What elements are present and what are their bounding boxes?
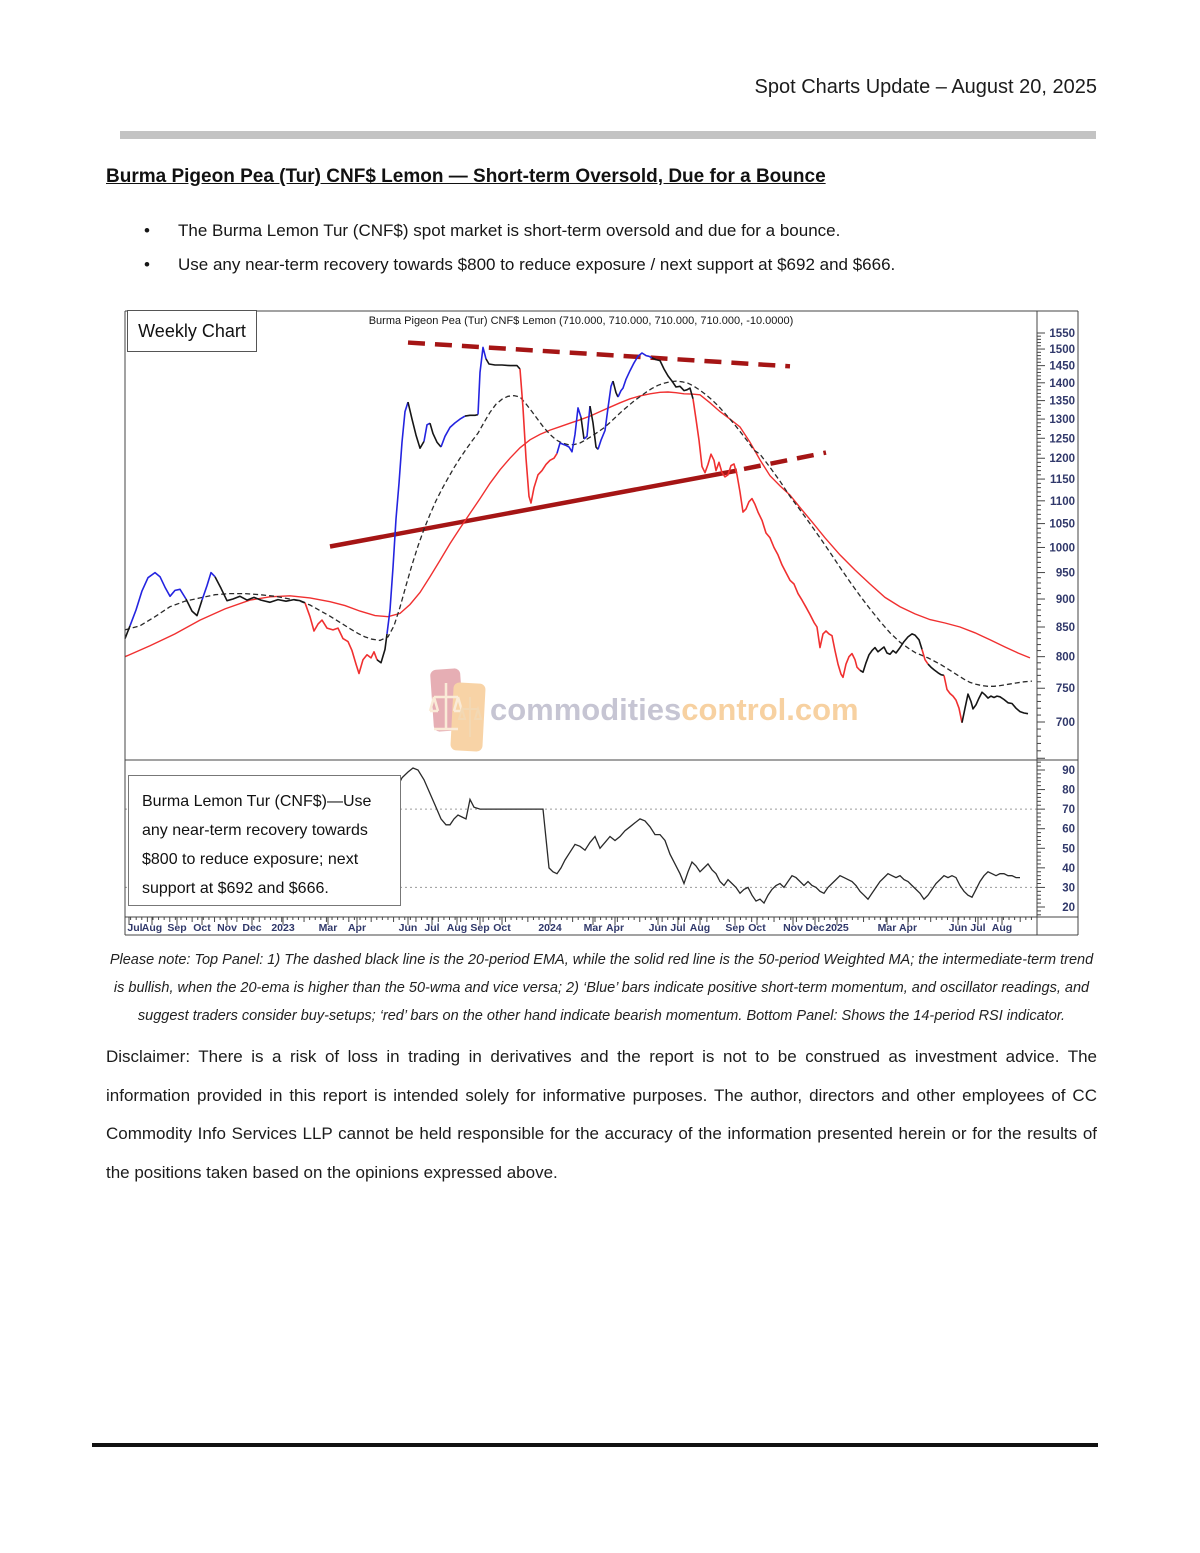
x-month-label: Sep [167,922,187,934]
x-month-label: Nov [217,922,237,934]
x-month-label: Jun [948,922,968,934]
weekly-chart-label: Weekly Chart [138,320,246,341]
price-segment-black [486,359,520,369]
price-tick-label: 1300 [1049,414,1075,427]
price-segment-blue [441,416,465,447]
price-segment-black [125,626,130,639]
x-month-label: Aug [141,922,163,934]
x-month-label: Sep [470,922,490,934]
price-segment-blue [478,347,486,414]
bullet-item: • The Burma Lemon Tur (CNF$) spot market is short-term oversold and due for a bounce. [140,214,1100,248]
price-segment-black [613,381,618,397]
price-segment-black [962,692,1028,723]
price-tick-label: 700 [1055,717,1075,729]
price-tick-label: 1550 [1049,328,1075,340]
price-tick-label: 1150 [1050,474,1075,487]
price-tick-label: 1500 [1049,344,1075,357]
bullet-item: • Use any near-term recovery towards $800 to reduce exposure / next support at $692 and $666. [140,248,1100,282]
x-month-label: Oct [193,922,211,934]
price-segment-blue [424,423,430,441]
x-month-label: Sep [725,922,745,934]
chart-annotation-box [128,775,401,906]
rsi-tick-label: 80 [1062,784,1075,797]
price-tick-label: 1200 [1049,453,1075,466]
price-segment-black [465,415,478,417]
weekly-chart-label-box [127,310,257,352]
rsi-tick-label: 90 [1062,765,1075,777]
x-month-label: Dec [805,922,825,934]
price-segment-blue [618,353,652,397]
report-header-title: Spot Charts Update – August 20, 2025 [754,76,1097,98]
price-tick-label: 850 [1055,621,1075,634]
price-tick-label: 750 [1055,683,1075,696]
chart-annotation-text: Burma Lemon Tur (CNF$)—Use any near-term recovery towards $800 to reduce exposure; next support at $692 and $666. [142,793,372,897]
trendline-support-solid [330,471,737,547]
price-segment-red [922,649,928,664]
x-month-label: 2023 [271,922,295,934]
rsi-tick-label: 40 [1062,862,1075,875]
x-month-label: Dec [242,922,262,934]
x-month-label: Jul [127,922,143,934]
watermark-text-commodities: commodities [490,692,682,727]
x-month-label: Nov [783,922,803,934]
x-month-label: Jul [424,922,440,934]
trendline-support-extension-dashed [744,453,826,469]
x-month-label: Aug [446,922,468,934]
price-segment-black [186,599,202,616]
price-segment-blue [130,573,186,626]
section-heading: Burma Pigeon Pea (Tur) CNF$ Lemon — Short-term Oversold, Due for a Bounce [106,166,826,187]
x-month-label: Apr [347,922,367,934]
rsi-tick-label: 60 [1062,823,1075,836]
x-month-label: Jun [398,922,418,934]
x-month-label: Aug [689,922,711,934]
x-month-label: Jul [670,922,686,934]
rsi-tick-label: 20 [1062,901,1075,914]
chart-footnote: Please note: Top Panel: 1) The dashed black line is the 20-period EMA, while the solid red line is the 50-period Weighted MA; the intermediate-term trend is bullish, when the 20-ema is higher than the 50-wma and vice versa; 2) ‘Blue’ bars indicate positive short-term momentum, and oscillator readings, and suggest traders consider buy-setups; ‘red’ bars on the other hand indicate bearish momentum. Bottom Panel: Shows the 14-period RSI indicator. [109,952,1094,1024]
price-segment-blue [387,402,408,634]
x-month-label: 2024 [538,922,562,934]
x-month-label: Jul [970,922,986,934]
x-month-label: Mar [583,922,603,934]
price-tick-label: 1350 [1049,395,1075,408]
price-segment-black [430,423,441,447]
x-month-label: 2025 [825,922,849,934]
price-tick-label: 800 [1055,651,1075,664]
price-segment-red [693,399,860,678]
footer-rule [92,1443,1098,1447]
price-segment-black [215,577,305,603]
price-tick-label: 900 [1055,594,1075,607]
rsi-line [396,768,1020,903]
bullet-list [140,214,1100,282]
ema20-dashed-line [125,381,1032,686]
price-segment-black [377,634,387,663]
price-tick-label: 950 [1055,567,1075,580]
rsi-tick-label: 70 [1062,804,1075,817]
x-month-label: Oct [493,922,511,934]
header-divider-bar [120,131,1096,139]
disclaimer-text: Disclaimer: There is a risk of loss in trading in derivatives and the report is not to be construed as investment advice. The information provided in this report is intended solely for informative purposes. The author, directors and other employees of CC Commodity Info Services LLP cannot be held responsible for the accuracy of the information presented herein or for the results of the positions taken based on the opinions expressed above. [106,1047,1097,1182]
price-tick-label: 1400 [1049,377,1075,390]
x-month-label: Apr [898,922,918,934]
wma50-line [125,392,1030,658]
price-tick-label: 1450 [1049,360,1075,373]
x-month-label: Aug [991,922,1013,934]
trendline-resistance-dashed [408,343,790,367]
rsi-tick-label: 30 [1062,882,1075,895]
commoditiescontrol-logo-icon [426,667,488,753]
price-tick-label: 1100 [1050,495,1075,508]
price-tick-label: 1050 [1049,518,1075,531]
rsi-tick-label: 50 [1062,843,1075,856]
price-tick-label: 1000 [1049,542,1075,555]
x-month-label: Oct [748,922,766,934]
price-segment-blue [557,408,581,454]
balance-scale-icon [426,667,488,753]
x-month-label: Jun [648,922,668,934]
price-segment-blue [598,381,613,449]
x-month-label: Apr [605,922,625,934]
watermark [426,664,859,756]
price-segment-black [860,634,922,672]
price-segment-black [408,402,424,448]
chart-title: Burma Pigeon Pea (Tur) CNF$ Lemon (710.000, 710.000, 710.000, 710.000, -10.0000) [368,315,794,327]
price-tick-label: 1250 [1049,433,1075,446]
x-month-label: Mar [318,922,338,934]
price-segment-red [944,675,962,722]
price-segment-blue [584,406,590,439]
weekly-price-chart [123,308,1083,941]
x-month-label: Mar [877,922,897,934]
price-segment-black [581,417,584,439]
watermark-text-control: control.com [681,692,859,727]
